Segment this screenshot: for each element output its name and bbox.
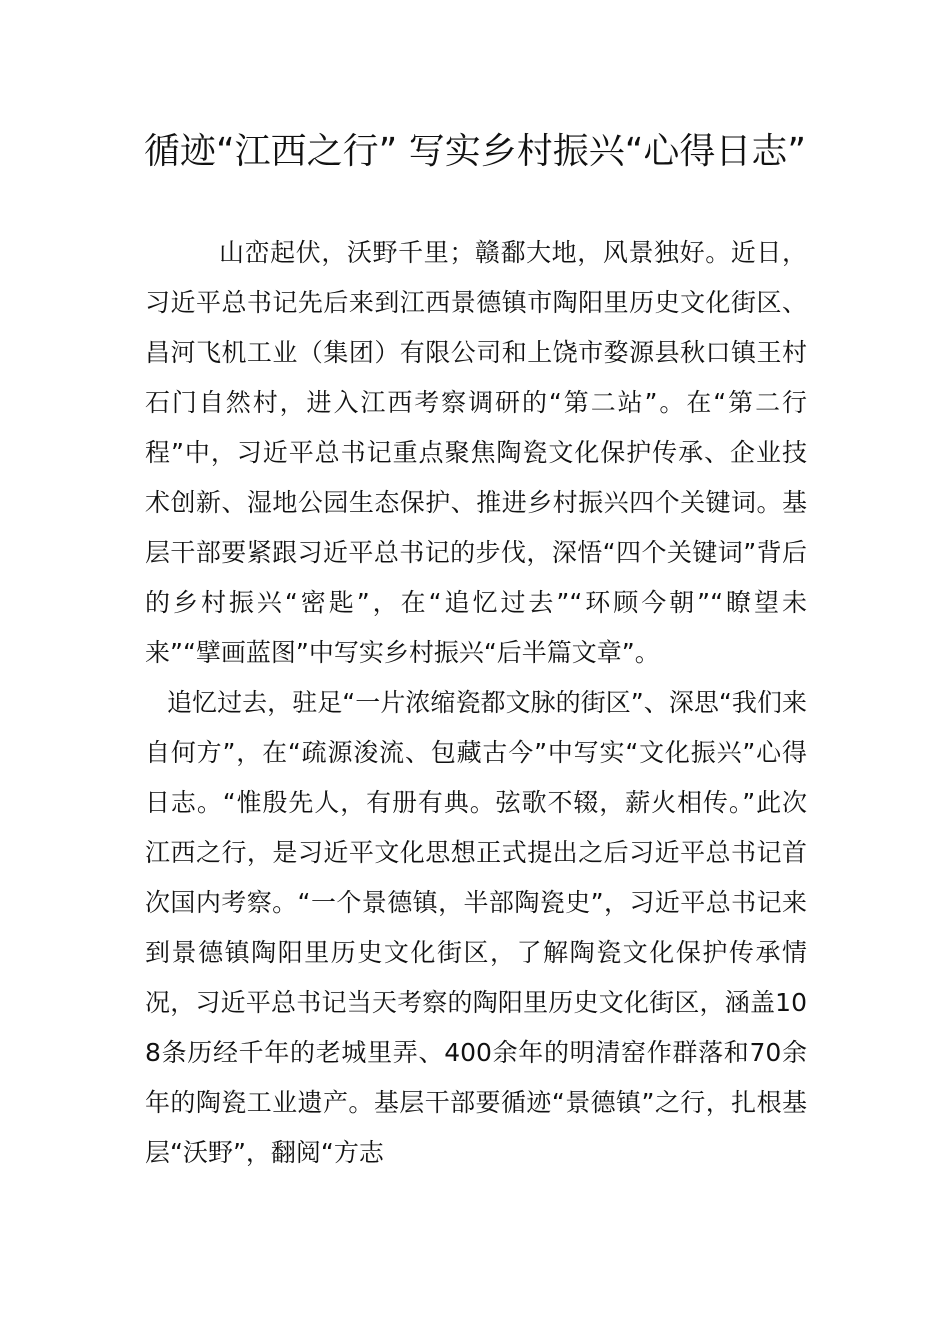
document-body <box>145 228 807 1178</box>
body-paragraph: 追忆过去，驻足“一片浓缩瓷都文脉的街区”、深思“我们来自何方”，在“疏源浚流、包藏古今”中写实“文化振兴”心得日志。“惟殷先人，有册有典。弦歌不辍，薪火相传。”此次江西之行，是习近平文化思想正式提出之后习近平总书记首次国内考察。“一个景德镇，半部陶瓷史”，习近平总书记来到景德镇陶阳里历史文化街区，了解陶瓷文化保护传承情况，习近平总书记当天考察的陶阳里历史文化街区，涵盖108条历经千年的老城里弄、400余年的明清窑作群落和70余年的陶瓷工业遗产。基层干部要循迹“景德镇”之行，扎根基层“沃野”，翻阅“方志 <box>145 688 807 1167</box>
body-paragraph: 山峦起伏，沃野千里；赣鄱大地，风景独好。近日，习近平总书记先后来到江西景德镇市陶阳里历史文化街区、昌河飞机工业（集团）有限公司和上饶市婺源县秋口镇王村石门自然村，进入江西考察调研的“第二站”。在“第二行程”中，习近平总书记重点聚焦陶瓷文化保护传承、企业技术创新、湿地公园生态保护、推进乡村振兴四个关键词。基层干部要紧跟习近平总书记的步伐，深悟“四个关键词”背后的乡村振兴“密匙”，在“追忆过去”“环顾今朝”“瞭望未来”“擘画蓝图”中写实乡村振兴“后半篇文章”。 <box>145 238 807 667</box>
document-title: 循迹“江西之行” 写实乡村振兴“心得日志” <box>143 131 807 172</box>
